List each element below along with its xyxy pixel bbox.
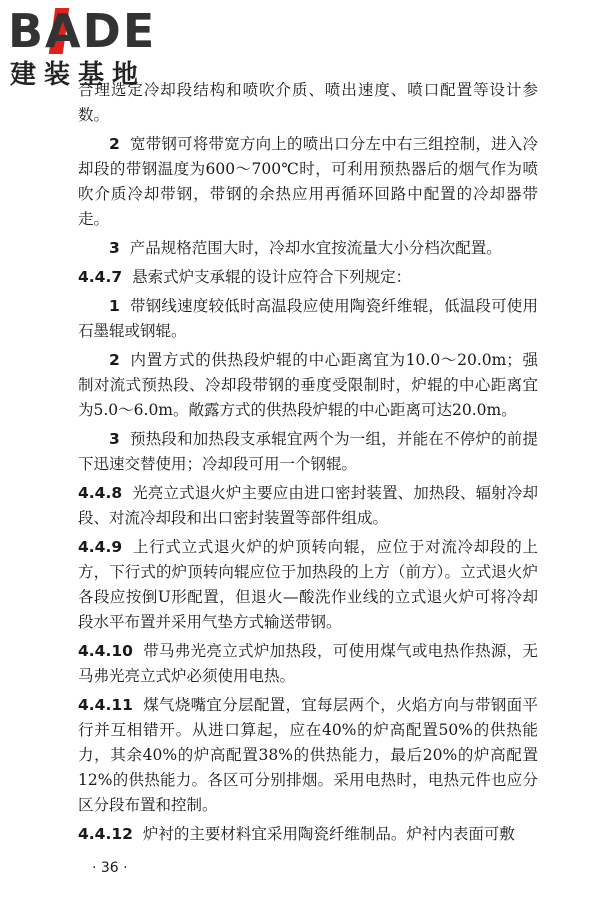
paragraph-1: 2 宽带钢可将带宽方向上的喷出口分左中右三组控制，进入冷却段的带钢温度为600～700℃时，可利用预热器后的烟气作为喷吹介质冷却带钢，带钢的余热应用再循环回路中配置的冷却器带走。 <box>78 135 538 228</box>
paragraph-4: 1 带钢线速度较低时高温段应使用陶瓷纤维辊，低温段可使用石墨辊或钢辊。 <box>78 297 538 340</box>
paragraph-2: 3 产品规格范围大时，冷却水宜按流量大小分档次配置。 <box>109 239 502 257</box>
clause-4-4-9: 4.4.9 上行式立式退火炉的炉顶转向辊，应位于对流冷却段的上方，下行式的炉顶转向辊应位于加热段的上方（前方）。立式退火炉各段应按倒U形配置，但退火—酸洗作业线的立式退火炉可将冷却段水平布置并采用气垫方式输送带钢。 <box>78 538 538 631</box>
paragraph-6: 3 预热段和加热段支承辊宜两个为一组，并能在不停炉的前提下迅速交替使用；冷却段可用一个钢辊。 <box>78 430 538 473</box>
logo-subtitle: 建装基地 <box>10 60 147 90</box>
paragraph-0: 合理选定冷却段结构和喷吹介质、喷出速度、喷口配置等设计参数。 <box>78 81 538 124</box>
clause-4-4-10: 4.4.10 带马弗光亮立式炉加热段，可使用煤气或电热作热源，无马弗光亮立式炉必须使用电热。 <box>78 642 538 685</box>
logo-wordmark: BADE <box>8 4 157 58</box>
page-number: · 36 · <box>92 860 128 876</box>
clause-4-4-11: 4.4.11 煤气烧嘴宜分层配置，宜每层两个，火焰方向与带钢面平行并互相错开。从进口算起，应在40%的炉高配置50%的供热能力，其余40%的炉高配置38%的供热能力，最后20%的炉高配置12%的供热能力。各区可分别排烟。采用电热时，电热元件也应分区分段布置和控制。 <box>78 696 538 814</box>
clause-4-4-7: 4.4.7 悬索式炉支承辊的设计应符合下列规定： <box>78 268 412 286</box>
paragraph-5: 2 内置方式的供热段炉辊的中心距离宜为10.0～20.0m；强制对流式预热段、冷却段带钢的垂度受限制时，炉辊的中心距离宜为5.0～6.0m。敞露方式的供热段炉辊的中心距离可达20.0m。 <box>78 351 538 419</box>
document-body <box>78 78 538 851</box>
clause-4-4-8: 4.4.8 光亮立式退火炉主要应由进口密封装置、加热段、辐射冷却段、对流冷却段和出口密封装置等部件组成。 <box>78 484 538 527</box>
clause-4-4-12: 4.4.12 炉衬的主要材料宜采用陶瓷纤维制品。炉衬内表面可敷 <box>78 825 515 843</box>
